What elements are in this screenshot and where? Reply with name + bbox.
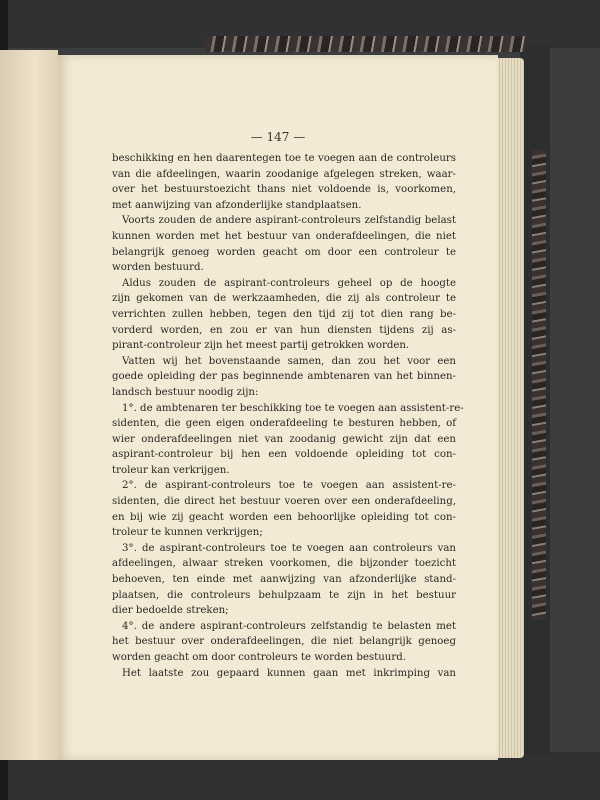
text-line: landsch bestuur noodig zijn: <box>112 386 259 398</box>
text-line: 2°. de aspirant-controleurs toe te voegen aan assistent-re- <box>122 480 456 492</box>
text-line: 1°. de ambtenaren ter beschikking toe te voegen aan assistent-re- <box>122 402 464 414</box>
text-line: dier bedoelde streken; <box>112 605 229 617</box>
text-line: Voorts zouden de andere aspirant-controleurs zelfstandig belast <box>122 215 456 227</box>
text-line: 4°. de andere aspirant-controleurs zelfstandig te belasten met <box>122 620 456 632</box>
text-line: Het laatste zou gepaard kunnen gaan met inkrimping van <box>122 667 456 679</box>
text-line: worden bestuurd. <box>112 262 204 274</box>
text-line: plaatsen, die controleurs behulpzaam te zijn in het bestuur <box>112 589 456 601</box>
page-text <box>112 151 464 681</box>
text-line: wier onderafdeelingen niet van zoodanig gewicht zijn dat een <box>112 433 456 445</box>
text-line: het bestuur over onderafdeelingen, die niet belangrijk genoeg <box>112 636 456 648</box>
text-line: sidenten, die direct het bestuur voeren over een onderafdeeling, <box>112 496 456 508</box>
left-page-sliver <box>0 50 58 760</box>
marbled-edge-right <box>532 150 546 620</box>
text-line: Aldus zouden de aspirant-controleurs geheel op de hoogte <box>122 277 456 289</box>
page-edges <box>494 58 524 758</box>
text-line: beschikking en hen daarentegen toe te voegen aan de controleurs <box>112 153 456 164</box>
text-line: Vatten wij het bovenstaande samen, dan zou het voor een <box>122 355 456 367</box>
text-line: afdeelingen, alwaar streken voorkomen, die bijzonder toezicht <box>112 558 456 570</box>
text-line: verrichten zullen hebben, tegen den tijd zij tot dien rang be- <box>112 308 456 320</box>
text-line: over het bestuurstoezicht thans niet voldoende is, voorkomen, <box>112 184 456 196</box>
text-line: met aanwijzing van afzonderlijke standplaatsen. <box>112 199 362 211</box>
text-line: goede opleiding der pas beginnende ambtenaren van het binnen- <box>112 371 456 383</box>
text-line: en bij wie zij geacht worden een behoorlijke opleiding tot con- <box>112 511 456 523</box>
text-line: belangrijk genoeg worden geacht om door een controleur te <box>112 246 456 258</box>
text-line: behoeven, ten einde met aanwijzing van afzonderlijke stand- <box>112 574 456 586</box>
text-line: sidenten, die geen eigen onderafdeeling te besturen hebben, of <box>112 418 456 430</box>
text-line: aspirant-controleur bij hen een voldoende opleiding tot con- <box>112 449 456 461</box>
text-line: pirant-controleur zijn het meest partij getrokken worden. <box>112 340 410 352</box>
text-line: worden geacht om door controleurs te worden bestuurd. <box>112 652 406 663</box>
text-line: van die afdeelingen, waarin zoodanige afgelegen streken, waar- <box>112 168 456 180</box>
page-number: — 147 — <box>250 130 306 144</box>
text-line: troleur kan verkrijgen. <box>112 464 230 476</box>
marbled-edge-top <box>205 36 525 52</box>
text-line: kunnen worden met het bestuur van onderafdeelingen, die niet <box>112 230 456 242</box>
book-page <box>58 55 498 760</box>
text-line: vorderd worden, en zou er van hun diensten tijdens zij as- <box>112 324 456 336</box>
text-line: 3°. de aspirant-controleurs toe te voegen aan controleurs van <box>122 542 456 554</box>
text-line: zijn gekomen van de werkzaamheden, die zij als controleur te <box>112 293 456 305</box>
text-line: troleur te kunnen verkrijgen; <box>112 527 263 539</box>
